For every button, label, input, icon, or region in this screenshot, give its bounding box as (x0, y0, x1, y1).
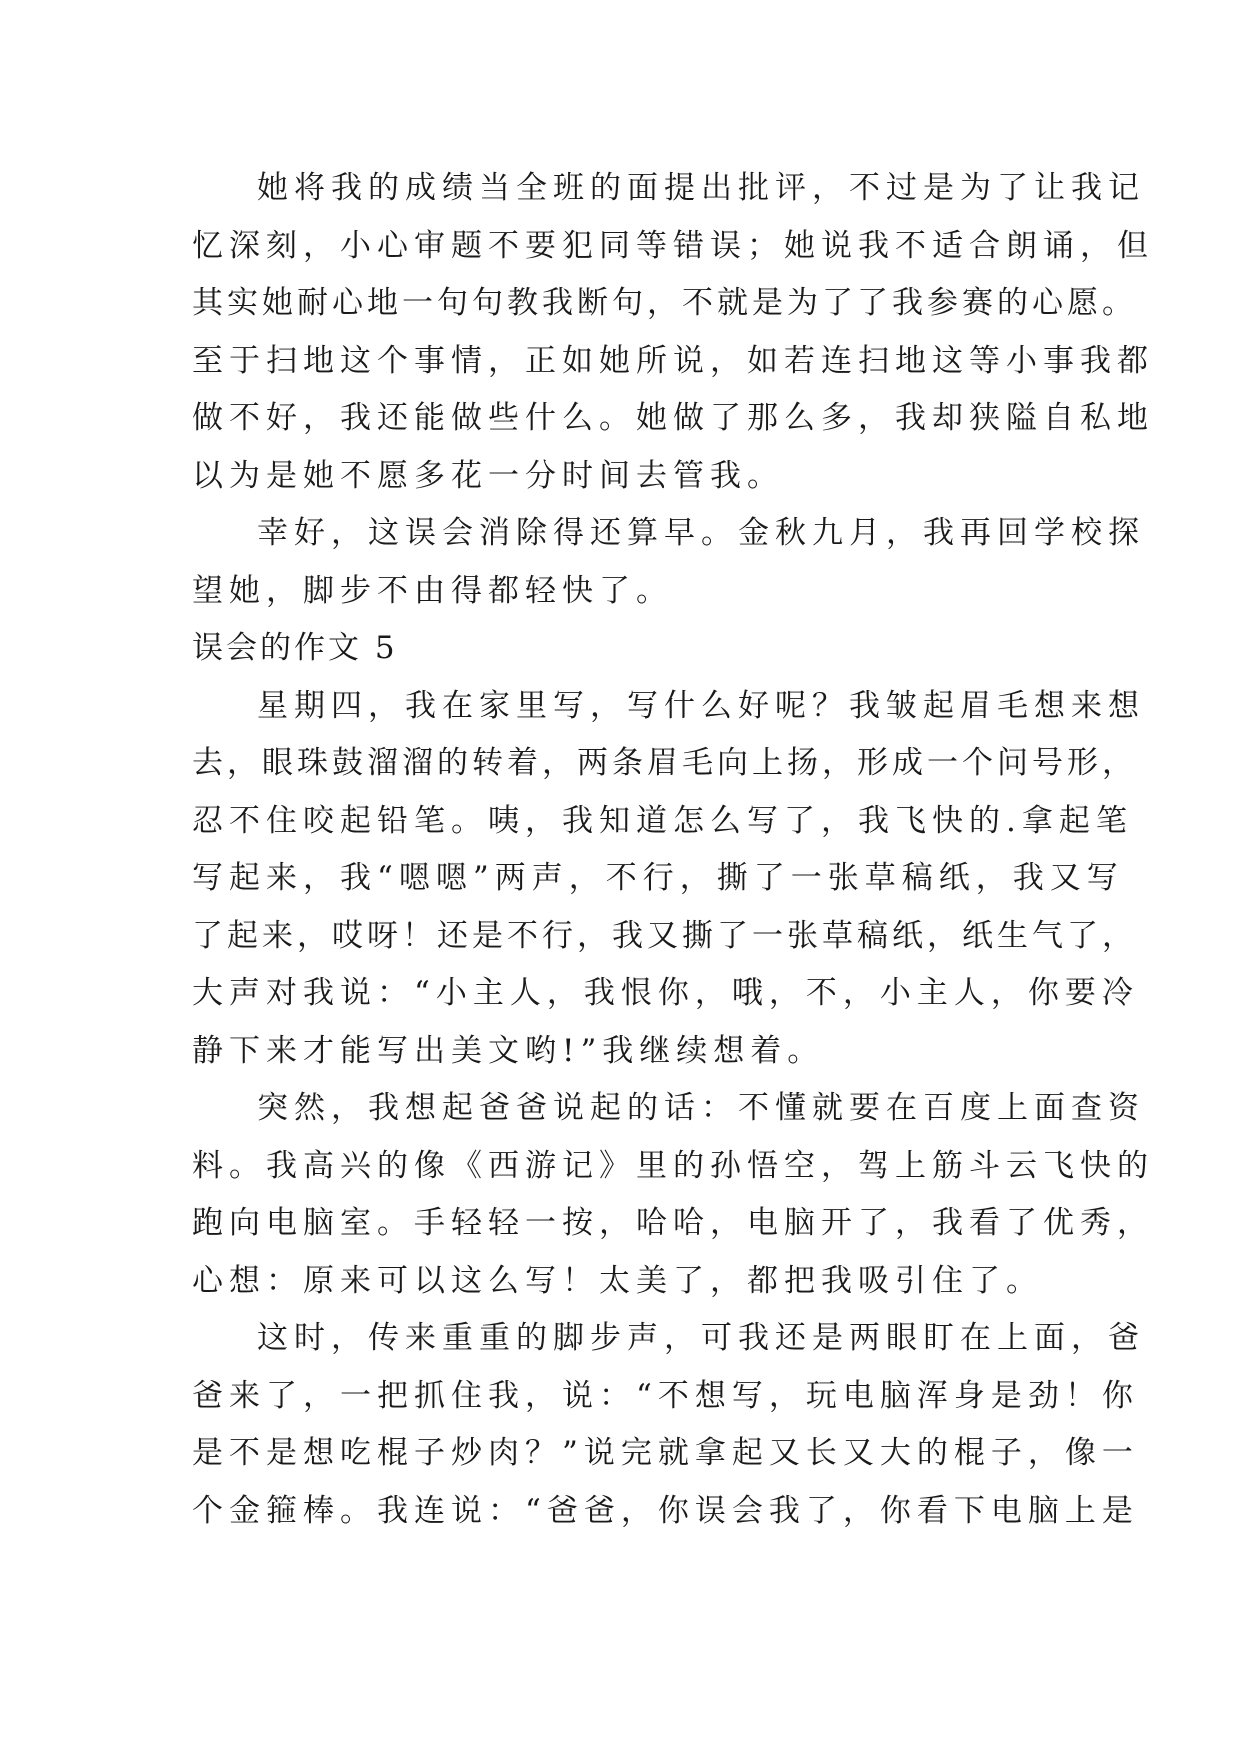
paragraph-line: 以为是她不愿多花一分时间去管我。 (192, 458, 784, 494)
paragraph-line: 幸好，这误会消除得还算早。金秋九月，我再回学校探 (257, 515, 1145, 551)
paragraph-line: 这时，传来重重的脚步声，可我还是两眼盯在上面，爸 (257, 1320, 1145, 1356)
paragraph-line: 其实她耐心地一句句教我断句，不就是为了了我参赛的心愿。 (192, 285, 1137, 321)
paragraph-line: 忍不住咬起铅笔。咦，我知道怎么写了，我飞快的.拿起笔 (192, 803, 1133, 839)
paragraph-line: 星期四，我在家里写，写什么好呢？我皱起眉毛想来想 (257, 688, 1145, 724)
paragraph-line: 静下来才能写出美文哟!”我继续想着。 (192, 1033, 825, 1069)
paragraph-line: 了起来，哎呀！还是不行，我又撕了一张草稿纸，纸生气了， (192, 918, 1137, 954)
paragraph-line: 个金箍棒。我连说：“爸爸，你误会我了，你看下电脑上是 (192, 1493, 1139, 1529)
paragraph-line: 她将我的成绩当全班的面提出批评，不过是为了让我记 (257, 170, 1145, 206)
paragraph-line: 跑向电脑室。手轻轻一按，哈哈，电脑开了，我看了优秀， (192, 1205, 1154, 1241)
paragraph-line: 做不好，我还能做些什么。她做了那么多，我却狭隘自私地 (192, 400, 1154, 436)
paragraph-line: 心想：原来可以这么写！太美了，都把我吸引住了。 (192, 1263, 1043, 1299)
section-heading: 误会的作文 5 (192, 630, 398, 666)
paragraph-line: 大声对我说：“小主人，我恨你，哦，不，小主人，你要冷 (192, 975, 1139, 1011)
paragraph-line: 忆深刻，小心审题不要犯同等错误；她说我不适合朗诵，但 (192, 228, 1154, 264)
paragraph-line: 望她，脚步不由得都轻快了。 (192, 573, 673, 609)
paragraph-line: 突然，我想起爸爸说起的话：不懂就要在百度上面查资 (257, 1090, 1145, 1126)
paragraph-line: 爸来了，一把抓住我，说：“不想写，玩电脑浑身是劲！你 (192, 1378, 1139, 1414)
paragraph-line: 去，眼珠鼓溜溜的转着，两条眉毛向上扬，形成一个问号形， (192, 745, 1137, 781)
paragraph-line: 写起来，我“嗯嗯”两声，不行，撕了一张草稿纸，我又写 (192, 860, 1124, 896)
paragraph-line: 料。我高兴的像《西游记》里的孙悟空，驾上筋斗云飞快的 (192, 1148, 1154, 1184)
paragraph-line: 是不是想吃棍子炒肉？”说完就拿起又长又大的棍子，像一 (192, 1435, 1139, 1471)
paragraph-line: 至于扫地这个事情，正如她所说，如若连扫地这等小事我都 (192, 343, 1154, 379)
